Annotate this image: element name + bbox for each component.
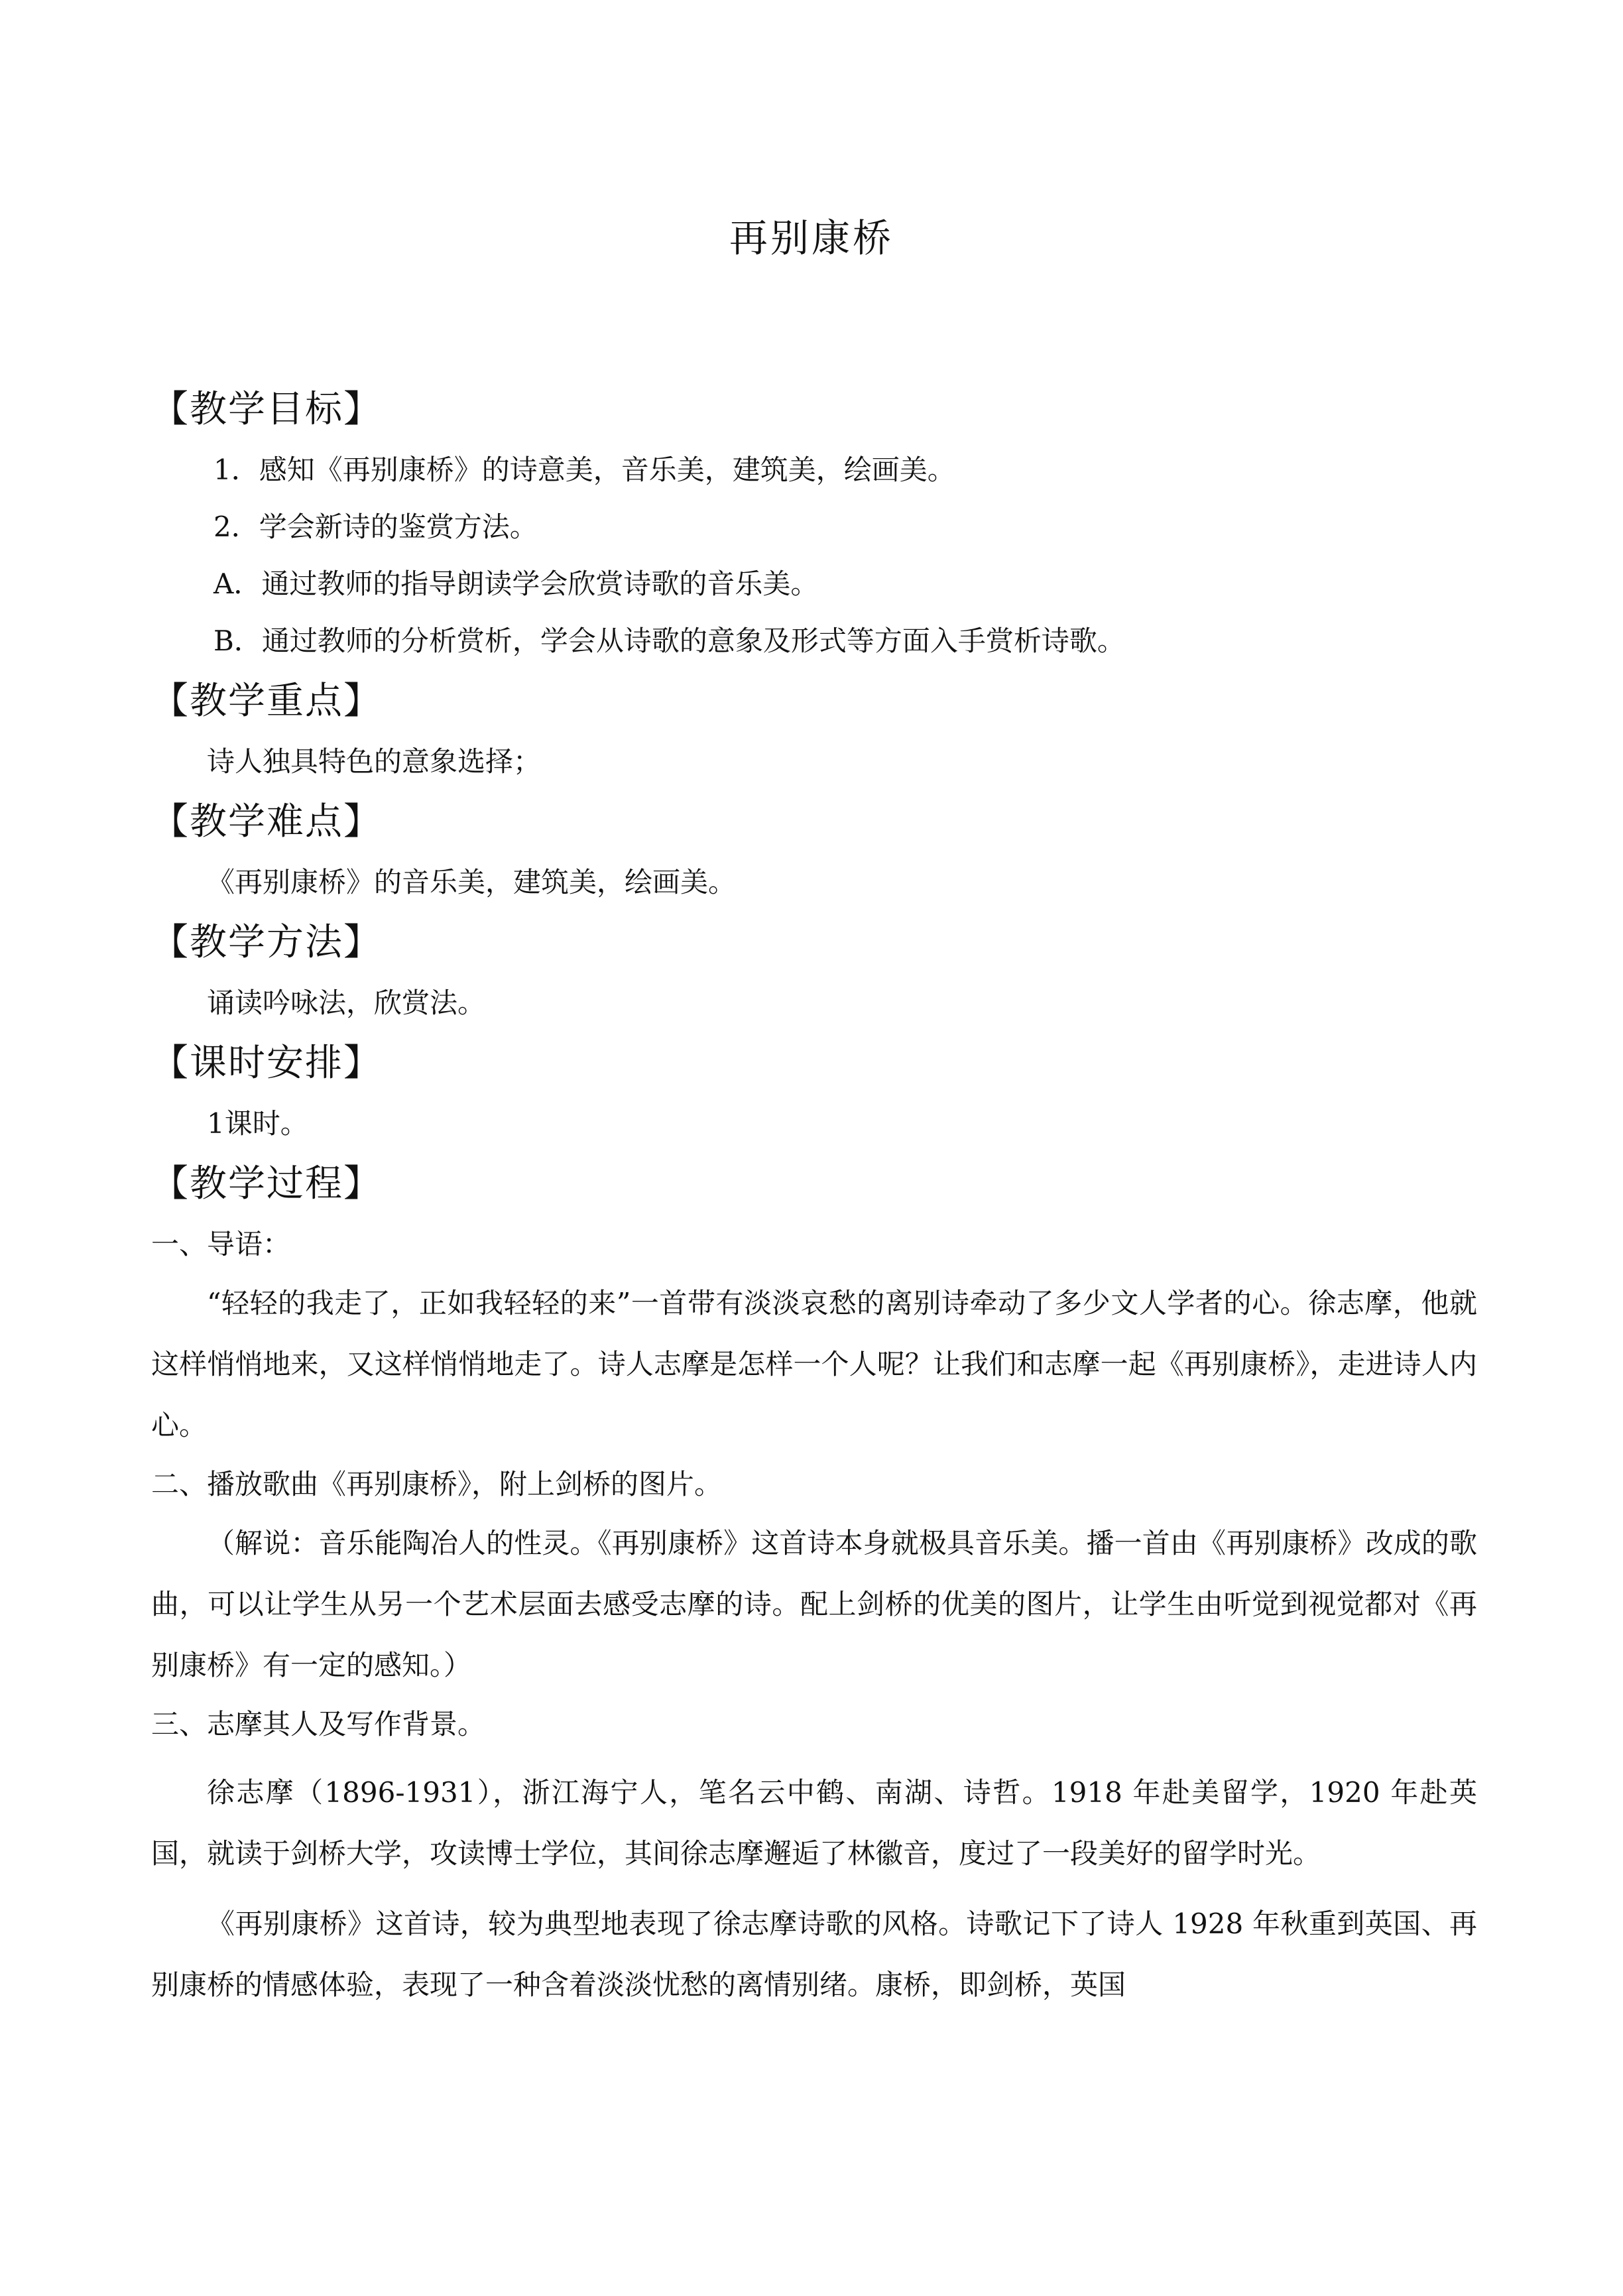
process-step-label: 三、志摩其人及写作背景。 <box>151 1708 486 1740</box>
process-step-label: 二、播放歌曲《再别康桥》，附上剑桥的图片。 <box>151 1468 723 1500</box>
process-step-text: 《再别康桥》这首诗，较为典型地表现了徐志摩诗歌的风格。诗歌记下了诗人 1928 年秋重到英国、再别康桥的情感体验，表现了一种含着淡淡忧愁的离情别绪。康桥，即剑桥，英国 <box>151 1907 1477 2001</box>
methods-text: 诵读吟咏法，欣赏法。 <box>207 987 486 1019</box>
goal-item: 1．感知《再别康桥》的诗意美，音乐美，建筑美，绘画美。 <box>213 453 955 486</box>
process-step-text: 徐志摩（1896-1931），浙江海宁人，笔名云中鹤、南湖、诗哲。1918 年赴美留学，1920 年赴英国，就读于剑桥大学，攻读博士学位，其间徐志摩邂逅了林徽音，度过了一段美好的留学时光。 <box>151 1776 1477 1870</box>
section-heading-methods: 【教学方法】 <box>151 921 382 964</box>
key-points-text: 诗人独具特色的意象选择； <box>207 745 542 778</box>
section-heading-schedule: 【课时安排】 <box>151 1042 382 1085</box>
page-title: 再别康桥 <box>729 215 894 261</box>
section-heading-difficulties: 【教学难点】 <box>151 800 382 843</box>
process-step-text: “轻轻的我走了，正如我轻轻的来”一首带有淡淡哀愁的离别诗牵动了多少文人学者的心。徐志摩，他就这样悄悄地来，又这样悄悄地走了。诗人志摩是怎样一个人呢？让我们和志摩一起《再别康桥》，走进诗人内心。 <box>151 1287 1477 1441</box>
section-heading-goals: 【教学目标】 <box>151 388 382 431</box>
process-step-text: （解说：音乐能陶冶人的性灵。《再别康桥》这首诗本身就极具音乐美。播一首由《再别康桥》改成的歌曲，可以让学生从另一个艺术层面去感受志摩的诗。配上剑桥的优美的图片，让学生由听觉到视觉都对《再别康桥》有一定的感知。） <box>151 1527 1477 1681</box>
section-heading-process: 【教学过程】 <box>151 1162 382 1205</box>
schedule-text: 1课时。 <box>207 1107 308 1140</box>
section-heading-key-points: 【教学重点】 <box>151 680 382 723</box>
process-step-label: 一、导语： <box>151 1228 291 1260</box>
goal-item: A．通过教师的指导朗读学会欣赏诗歌的音乐美。 <box>213 568 819 600</box>
document-body <box>151 378 1477 2016</box>
difficulties-text: 《再别康桥》的音乐美，建筑美，绘画美。 <box>207 866 737 898</box>
goal-item: 2．学会新诗的鉴赏方法。 <box>213 511 538 543</box>
goal-item: B．通过教师的分析赏析，学会从诗歌的意象及形式等方面入手赏析诗歌。 <box>213 625 1125 657</box>
